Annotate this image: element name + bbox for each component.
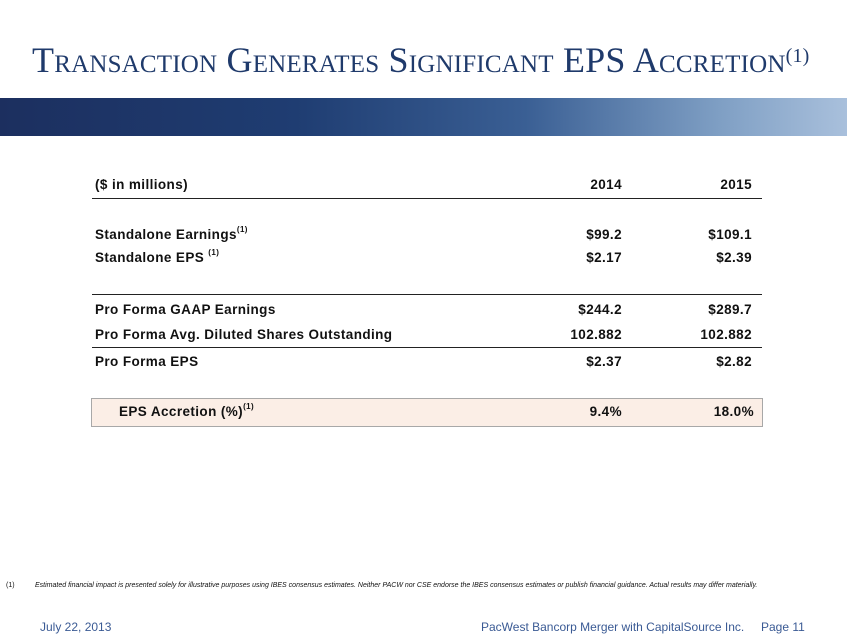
footer-date: July 22, 2013 (40, 620, 112, 634)
table-header-row (92, 177, 762, 197)
standalone-eps-2014: $2.17 (586, 250, 622, 265)
standalone-earnings-label: Standalone Earnings$^{(1)}$ (95, 225, 248, 242)
pro-forma-eps-2015: $2.82 (716, 354, 752, 369)
standalone-eps-label: Standalone EPS $^{(1)}$ (95, 248, 220, 265)
pro-forma-gaap-earnings-2015: $289.7 (708, 302, 752, 317)
footnote-text: Estimated financial impact is presented solely for illustrative purposes using IBES consensus estimates. Neither PACW nor CSE endorse the IBES consensus estimates or publish financial guidance. Actual results may differ materially. (35, 582, 758, 589)
header-banner (0, 98, 847, 136)
standalone-earnings-2014: $99.2 (586, 227, 622, 242)
standalone-earnings-footnote-ref: (1) (236, 225, 248, 234)
standalone-divider (92, 294, 762, 295)
column-header-2014: 2014 (590, 177, 622, 192)
standalone-eps-footnote-ref: (1) (208, 248, 220, 257)
page-title (32, 40, 810, 80)
header-divider (92, 198, 762, 199)
pro-forma-shares-2014: 102.882 (570, 327, 622, 342)
eps-accretion-footnote-ref: (1) (243, 402, 255, 411)
footer-page-number: Page 11 (761, 620, 805, 634)
title-footnote-ref: (1) (785, 45, 810, 67)
eps-accretion-label: EPS Accretion (%)$^{(1)}$ (119, 402, 255, 419)
pro-forma-divider (92, 347, 762, 348)
table-row-standalone-earnings (92, 227, 762, 247)
footnote (6, 581, 806, 590)
table-header-label: ($ in millions) (95, 177, 189, 192)
pro-forma-eps-2014: $2.37 (586, 354, 622, 369)
pro-forma-shares-2015: 102.882 (700, 327, 752, 342)
table-row-pro-forma-shares (92, 327, 762, 347)
pro-forma-shares-label: Pro Forma Avg. Diluted Shares Outstanding (95, 327, 393, 342)
footer-title: PacWest Bancorp Merger with CapitalSource Inc. (481, 620, 745, 634)
eps-accretion-2015: 18.0% (713, 404, 754, 419)
footnote-number: (1) (6, 582, 15, 589)
table-row-pro-forma-gaap-earnings (92, 302, 762, 322)
page-title-text: Transaction Generates Significant EPS Accretion (32, 40, 786, 80)
standalone-eps-2015: $2.39 (716, 250, 752, 265)
eps-accretion-2014: 9.4% (589, 404, 622, 419)
standalone-earnings-2015: $109.1 (708, 227, 752, 242)
column-header-2015: 2015 (720, 177, 752, 192)
pro-forma-gaap-earnings-2014: $244.2 (578, 302, 622, 317)
pro-forma-gaap-earnings-label: Pro Forma GAAP Earnings (95, 302, 276, 317)
table-row-pro-forma-eps (92, 354, 762, 374)
pro-forma-eps-label: Pro Forma EPS (95, 354, 199, 369)
eps-accretion-box (91, 398, 763, 427)
table-row-standalone-eps (92, 250, 762, 270)
